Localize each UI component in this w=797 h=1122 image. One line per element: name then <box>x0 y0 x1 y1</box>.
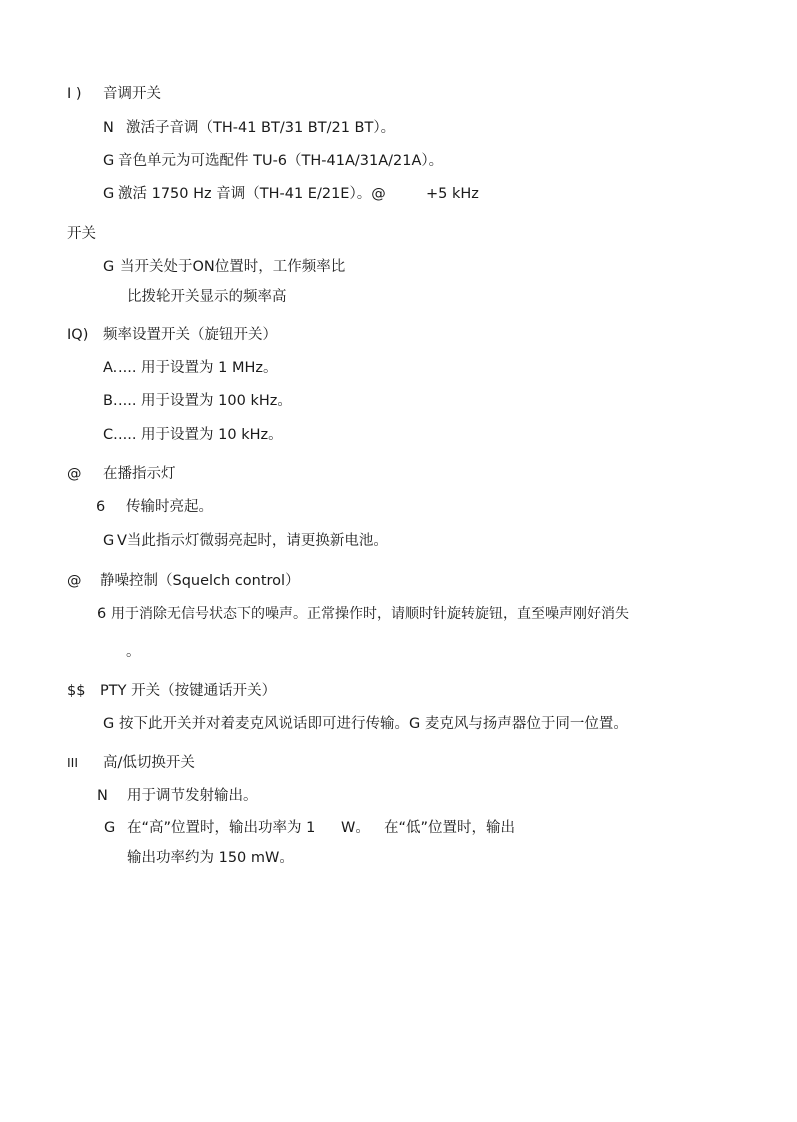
item-marker: G <box>103 716 115 732</box>
item-marker: G <box>104 820 116 836</box>
item-marker: N <box>103 120 114 136</box>
section-title: 开关 <box>67 226 96 242</box>
item-text: .... 用于设置为 100 kHz。 <box>118 393 292 409</box>
item-text: 音色单元为可选配件 TU-6（TH-41A/31A/21A）。 <box>118 153 444 169</box>
item-marker: A. <box>103 360 118 376</box>
item-text: 当开关处于ON位置时，工作频率比 <box>120 259 346 275</box>
item-suffix-2: 在“低”位置时，输出 <box>384 820 516 836</box>
item-text: .... 用于设置为 1 MHz。 <box>118 360 278 376</box>
item-marker: G <box>103 533 115 549</box>
section-marker: III <box>67 755 79 770</box>
item-text: 在“高”位置时，输出功率为 1 <box>127 820 316 836</box>
item-marker: G <box>103 186 115 202</box>
item-text: 用于消除无信号状态下的噪声。正常操作时，请顺时针旋转旋钮，直至噪声刚好消失 <box>111 606 629 622</box>
item-text: 用于调节发射输出。 <box>127 788 258 804</box>
item-text: 输出功率约为 150 mW。 <box>127 850 294 866</box>
item-marker: C. <box>103 427 118 443</box>
section-title: 音调开关 <box>103 86 161 102</box>
section-title: PTY 开关（按键通话开关） <box>100 683 277 699</box>
section-title: 在播指示灯 <box>103 466 176 482</box>
item-marker: G <box>103 153 115 169</box>
section-marker: IQ) <box>67 327 89 343</box>
item-text: V当此指示灯微弱亮起时，请更换新电池。 <box>117 533 388 549</box>
item-marker: 6 <box>96 499 106 515</box>
item-text: .... 用于设置为 10 kHz。 <box>118 427 283 443</box>
item-suffix: W。 <box>341 820 370 836</box>
section-marker: @ <box>67 573 82 589</box>
section-title: 频率设置开关（旋钮开关） <box>103 327 277 343</box>
section-marker: @ <box>67 466 82 482</box>
item-marker: N <box>97 788 108 804</box>
item-suffix: +5 kHz <box>426 186 479 202</box>
section-marker: $$ <box>67 683 86 699</box>
item-text: 。 <box>126 644 141 660</box>
item-text: 激活 1750 Hz 音调（TH-41 E/21E）。@ <box>118 186 386 202</box>
item-text: 传输时亮起。 <box>126 499 213 515</box>
item-marker: G <box>103 259 115 275</box>
section-marker: I ) <box>67 86 82 102</box>
item-text: 激活子音调（TH-41 BT/31 BT/21 BT）。 <box>126 120 396 136</box>
item-marker: 6 <box>97 606 107 622</box>
item-text: 按下此开关并对着麦克风说话即可进行传输。G 麦克风与扬声器位于同一位置。 <box>119 716 628 732</box>
item-marker: B. <box>103 393 118 409</box>
section-title: 高/低切换开关 <box>103 755 195 771</box>
item-text: 比拨轮开关显示的频率高 <box>127 289 287 305</box>
section-title: 静噪控制（Squelch control） <box>100 573 300 589</box>
